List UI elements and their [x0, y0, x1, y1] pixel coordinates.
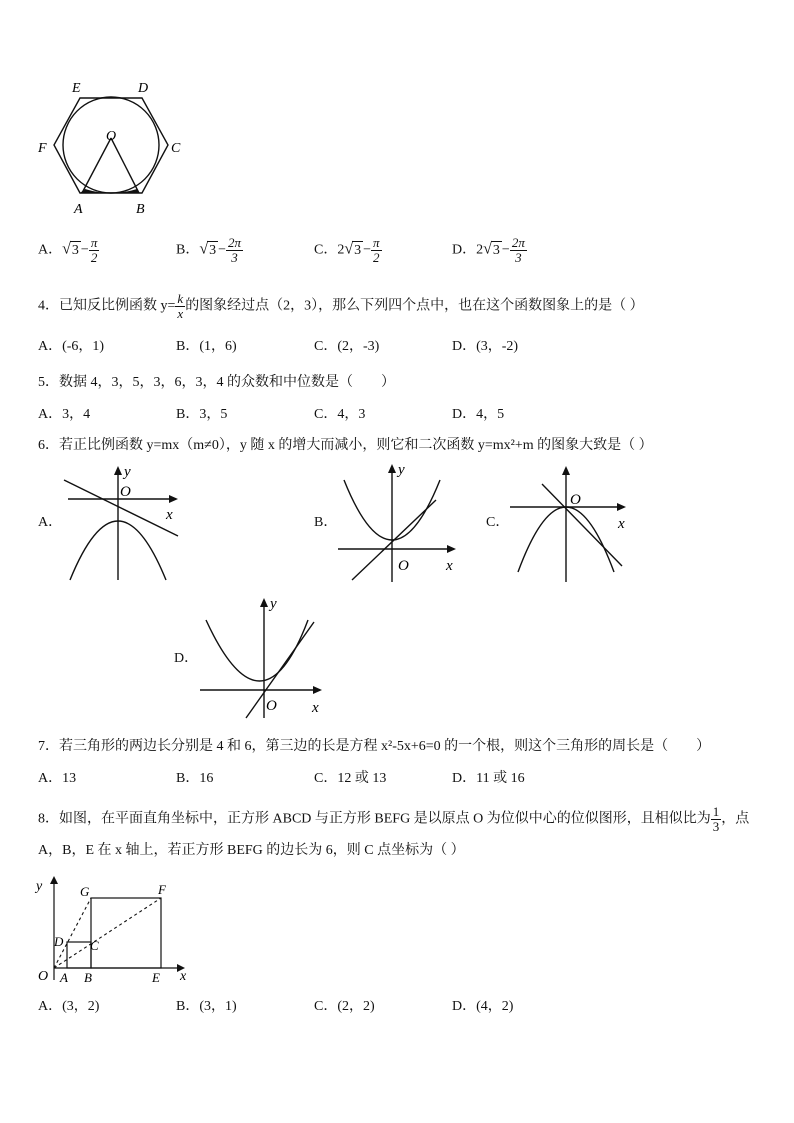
- origin-label: O: [398, 558, 409, 574]
- q8-option-b[interactable]: B．(3，1): [176, 999, 237, 1014]
- label-a: A: [60, 970, 68, 984]
- square-befg: [91, 898, 161, 968]
- q8-option-c[interactable]: C．(2，2): [314, 999, 375, 1014]
- q6-option-b[interactable]: B．: [314, 515, 338, 530]
- origin-label: O: [570, 492, 581, 508]
- x-label: x: [312, 700, 319, 716]
- q4-option-d[interactable]: D．(3，-2): [452, 339, 519, 354]
- radius-oa: [82, 138, 111, 193]
- q6-option-c[interactable]: C．: [486, 515, 510, 530]
- q5-option-d[interactable]: D．4，5: [452, 407, 505, 422]
- q6-graph-a[interactable]: [60, 462, 190, 584]
- q3-option-d[interactable]: D．2√3 − $\frac{2\pi}{3}$: [452, 235, 525, 265]
- q4-option-b[interactable]: B．(1，6): [176, 339, 237, 354]
- q7-option-b[interactable]: B．16: [176, 771, 214, 786]
- q6-option-d[interactable]: D．: [174, 651, 199, 666]
- q7-option-d[interactable]: D．11 或 16: [452, 771, 525, 786]
- y-label: y: [124, 464, 131, 480]
- q4-option-c[interactable]: C．(2，-3): [314, 339, 380, 354]
- q6-graph-d[interactable]: [198, 592, 330, 720]
- hexagon-outline: [54, 98, 168, 193]
- q3-option-b[interactable]: B．√3 − $\frac{2\pi}{3}$: [176, 235, 242, 265]
- label-o: O: [38, 969, 49, 984]
- label-o: O: [106, 129, 117, 144]
- hexagon-figure: [34, 78, 194, 218]
- line-graph: [542, 484, 622, 566]
- x-label: x: [618, 516, 625, 532]
- q8-option-d[interactable]: D．(4，2): [452, 999, 514, 1014]
- q8-stem-line1: 8．如图，在平面直角坐标中，正方形 ABCD 与正方形 BEFG 是以原点 O 为位似中心的位似图形，且相似比为 $\frac{1}{3}$ ，点: [38, 804, 750, 834]
- q8-stem-line2: A，B，E 在 x 轴上，若正方形 BEFG 的边长为 6，则 C 点坐标为（ ）: [38, 843, 465, 858]
- label-b: B: [136, 202, 145, 217]
- y-axis-arrow: [50, 876, 58, 884]
- dashed-og: [54, 898, 91, 968]
- q6-option-a[interactable]: A．: [38, 515, 63, 530]
- x-label: x: [166, 507, 173, 523]
- x-label: x: [446, 558, 453, 574]
- y-axis-arrow: [388, 464, 396, 473]
- y-label: y: [270, 596, 277, 612]
- label-a: A: [74, 202, 83, 217]
- label-c: C: [171, 141, 181, 156]
- label-d: D: [138, 81, 149, 96]
- label-g: G: [80, 884, 90, 899]
- radius-ob: [111, 138, 139, 193]
- q5-option-c[interactable]: C．4，3: [314, 407, 366, 422]
- q8-figure: [34, 872, 199, 984]
- parabola-graph: [206, 620, 308, 681]
- dashed-of: [54, 898, 161, 968]
- label-c: C: [90, 938, 99, 953]
- q3-option-a[interactable]: A．√3 − $\frac{\pi}{2}$: [38, 235, 98, 265]
- q6-stem: 6．若正比例函数 y=mx（m≠0），y 随 x 的增大而减小，则它和二次函数 y=mx²+m 的图象大致是（ ）: [38, 438, 653, 453]
- q5-stem: 5．数据 4，3，5，3，6，3，4 的众数和中位数是（ ）: [38, 375, 395, 390]
- origin-label: O: [120, 484, 131, 500]
- q4-option-a[interactable]: A．(-6，1): [38, 339, 105, 354]
- q5-option-b[interactable]: B．3，5: [176, 407, 228, 422]
- q3-option-c[interactable]: C．2√3 − $\frac{\pi}{2}$: [314, 235, 380, 265]
- q6-graph-c[interactable]: [506, 462, 636, 584]
- label-f: F: [158, 882, 166, 897]
- y-axis-arrow: [562, 466, 570, 475]
- x-axis-arrow: [169, 495, 178, 503]
- label-d: D: [54, 934, 64, 949]
- q6-graph-b[interactable]: [334, 460, 464, 584]
- x-axis-arrow: [447, 545, 456, 553]
- label-e: E: [72, 81, 81, 96]
- label-e: E: [152, 970, 160, 984]
- q7-option-c[interactable]: C．12 或 13: [314, 771, 387, 786]
- y-label: y: [398, 462, 405, 478]
- x-axis-arrow: [313, 686, 322, 694]
- y-axis-arrow: [114, 466, 122, 475]
- q7-option-a[interactable]: A．13: [38, 771, 77, 786]
- q7-stem: 7．若三角形的两边长分别是 4 和 6，第三边的长是方程 x²-5x+6=0 的一个根，则这个三角形的周长是（ ）: [38, 739, 711, 754]
- q8-option-a[interactable]: A．(3，2): [38, 999, 100, 1014]
- x-label: x: [180, 969, 187, 984]
- q5-option-a[interactable]: A．3，4: [38, 407, 91, 422]
- inscribed-circle: [63, 97, 159, 193]
- origin-label: O: [266, 698, 277, 714]
- x-axis-arrow: [617, 503, 626, 511]
- y-axis-arrow: [260, 598, 268, 607]
- label-b: B: [84, 970, 92, 984]
- label-f: F: [38, 141, 47, 156]
- q4-stem: 4．已知反比例函数 y= $\frac{k}{x}$ 的图象经过点（2，3），那么下列四个点中，也在这个函数图象上的是（ ）: [38, 291, 644, 321]
- y-label: y: [36, 879, 43, 894]
- square-abcd: [67, 942, 91, 968]
